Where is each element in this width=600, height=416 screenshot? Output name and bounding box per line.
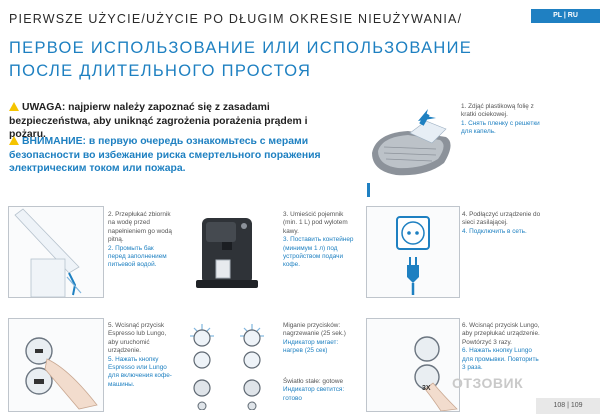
tank-rinse-illustration [8,206,104,298]
warning-pl-text: UWAGA: najpierw należy zapoznać się z zasadami bezpieczeństwa, aby uniknąć zagrożenia porażenia prądem i pożaru. [9,102,308,141]
water-tank-icon [9,207,103,297]
step-heating-ru: Индикатор мигает: нагрев (25 сек) [283,338,339,355]
button-press-icon [9,319,103,411]
step-4-pl: 4. Podłączyć urządzenie do sieci zasilającej. [462,211,541,227]
power-socket-icon [367,207,459,297]
page-title-ru-line1: ПЕРВОЕ ИСПОЛЬЗОВАНИЕ ИЛИ ИСПОЛЬЗОВАНИЕ [9,39,473,57]
step-5-ru: 5. Нажать кнопку Espresso или Lungo для включения кофе-машины. [108,355,172,388]
repeat-label: 3X [422,385,431,392]
divider-bar [367,183,370,197]
step-2-pl: 2. Przepłukać zbiornik na wodę przed napełnieniem go wodą pitną. [108,211,172,244]
step-4-ru: 4. Подключить в сеть. [462,227,527,235]
step-6-pl: 6. Wcisnąć przycisk Lungo, aby przepłukać urządzenie. Powtórzyć 3 razy. [462,322,540,346]
warning-icon [9,136,19,145]
warning-ru-text: ВНИМАНИЕ: в первую очередь ознакомьтесь с мерами безопасности во избежание риска смертельного поражения электрическим током или пожара. [9,136,321,175]
step-1-pl: 1. Zdjąć plastikową folię z kratki ociekowej. [461,103,534,119]
step-1-text [461,103,545,137]
step-heating-text [283,322,357,356]
step-3-pl: 3. Umieścić pojemnik (min. 1 L) pod wylotem kawy. [283,211,348,235]
page-numbers: 108 | 109 [536,398,600,414]
coffee-machine-illustration [182,204,272,294]
lungo-press-icon [367,319,459,411]
step-6-text [462,322,542,372]
page-title-ru [9,37,472,83]
lungo-rinse-illustration [366,318,460,412]
language-tab: PL | RU [531,9,600,23]
step-3-ru: 3. Поставить контейнер (минимум 1 л) под устройством подачи кофе. [283,236,354,269]
step-ready-pl: Światło stałe: gotowe [283,378,344,385]
socket-illustration [366,206,460,298]
warning-icon [9,102,19,111]
step-4-text [462,211,542,236]
step-2-ru: 2. Промыть бак перед заполнением питьевой водой. [108,244,167,269]
page-title-pl: PIERWSZE UŻYCIE/UŻYCIE PO DŁUGIM OKRESIE NIEUŻYWANIA/ [9,12,463,26]
page-title-ru-line2: ПОСЛЕ ДЛИТЕЛЬНОГО ПРОСТОЯ [9,62,312,80]
press-button-illustration [8,318,104,412]
drip-tray-illustration [366,103,458,183]
coffee-machine-icon [182,204,272,294]
step-ready-text [283,378,357,403]
watermark: ОТЗОВИК [452,375,524,391]
warning-ru [9,135,354,176]
step-ready-ru: Индикатор светится: готово [283,386,345,402]
blinking-lights-illustration [182,318,278,410]
step-heating-pl: Miganie przycisków: nagrzewanie (25 sek.) [283,322,346,338]
step-6-ru: 6. Нажать кнопку Lungo для промывки. Повторить 3 раза. [462,347,539,372]
drip-tray-icon [366,103,458,183]
step-5-text [108,322,174,389]
step-3-text [283,211,357,270]
blinking-buttons-icon [182,318,278,410]
step-5-pl: 5. Wcisnąć przycisk Espresso lub Lungo, aby uruchomić urządzenie. [108,322,167,355]
step-1-ru: 1. Снять пленку с решетки для капель. [461,119,540,136]
step-2-text [108,211,172,270]
